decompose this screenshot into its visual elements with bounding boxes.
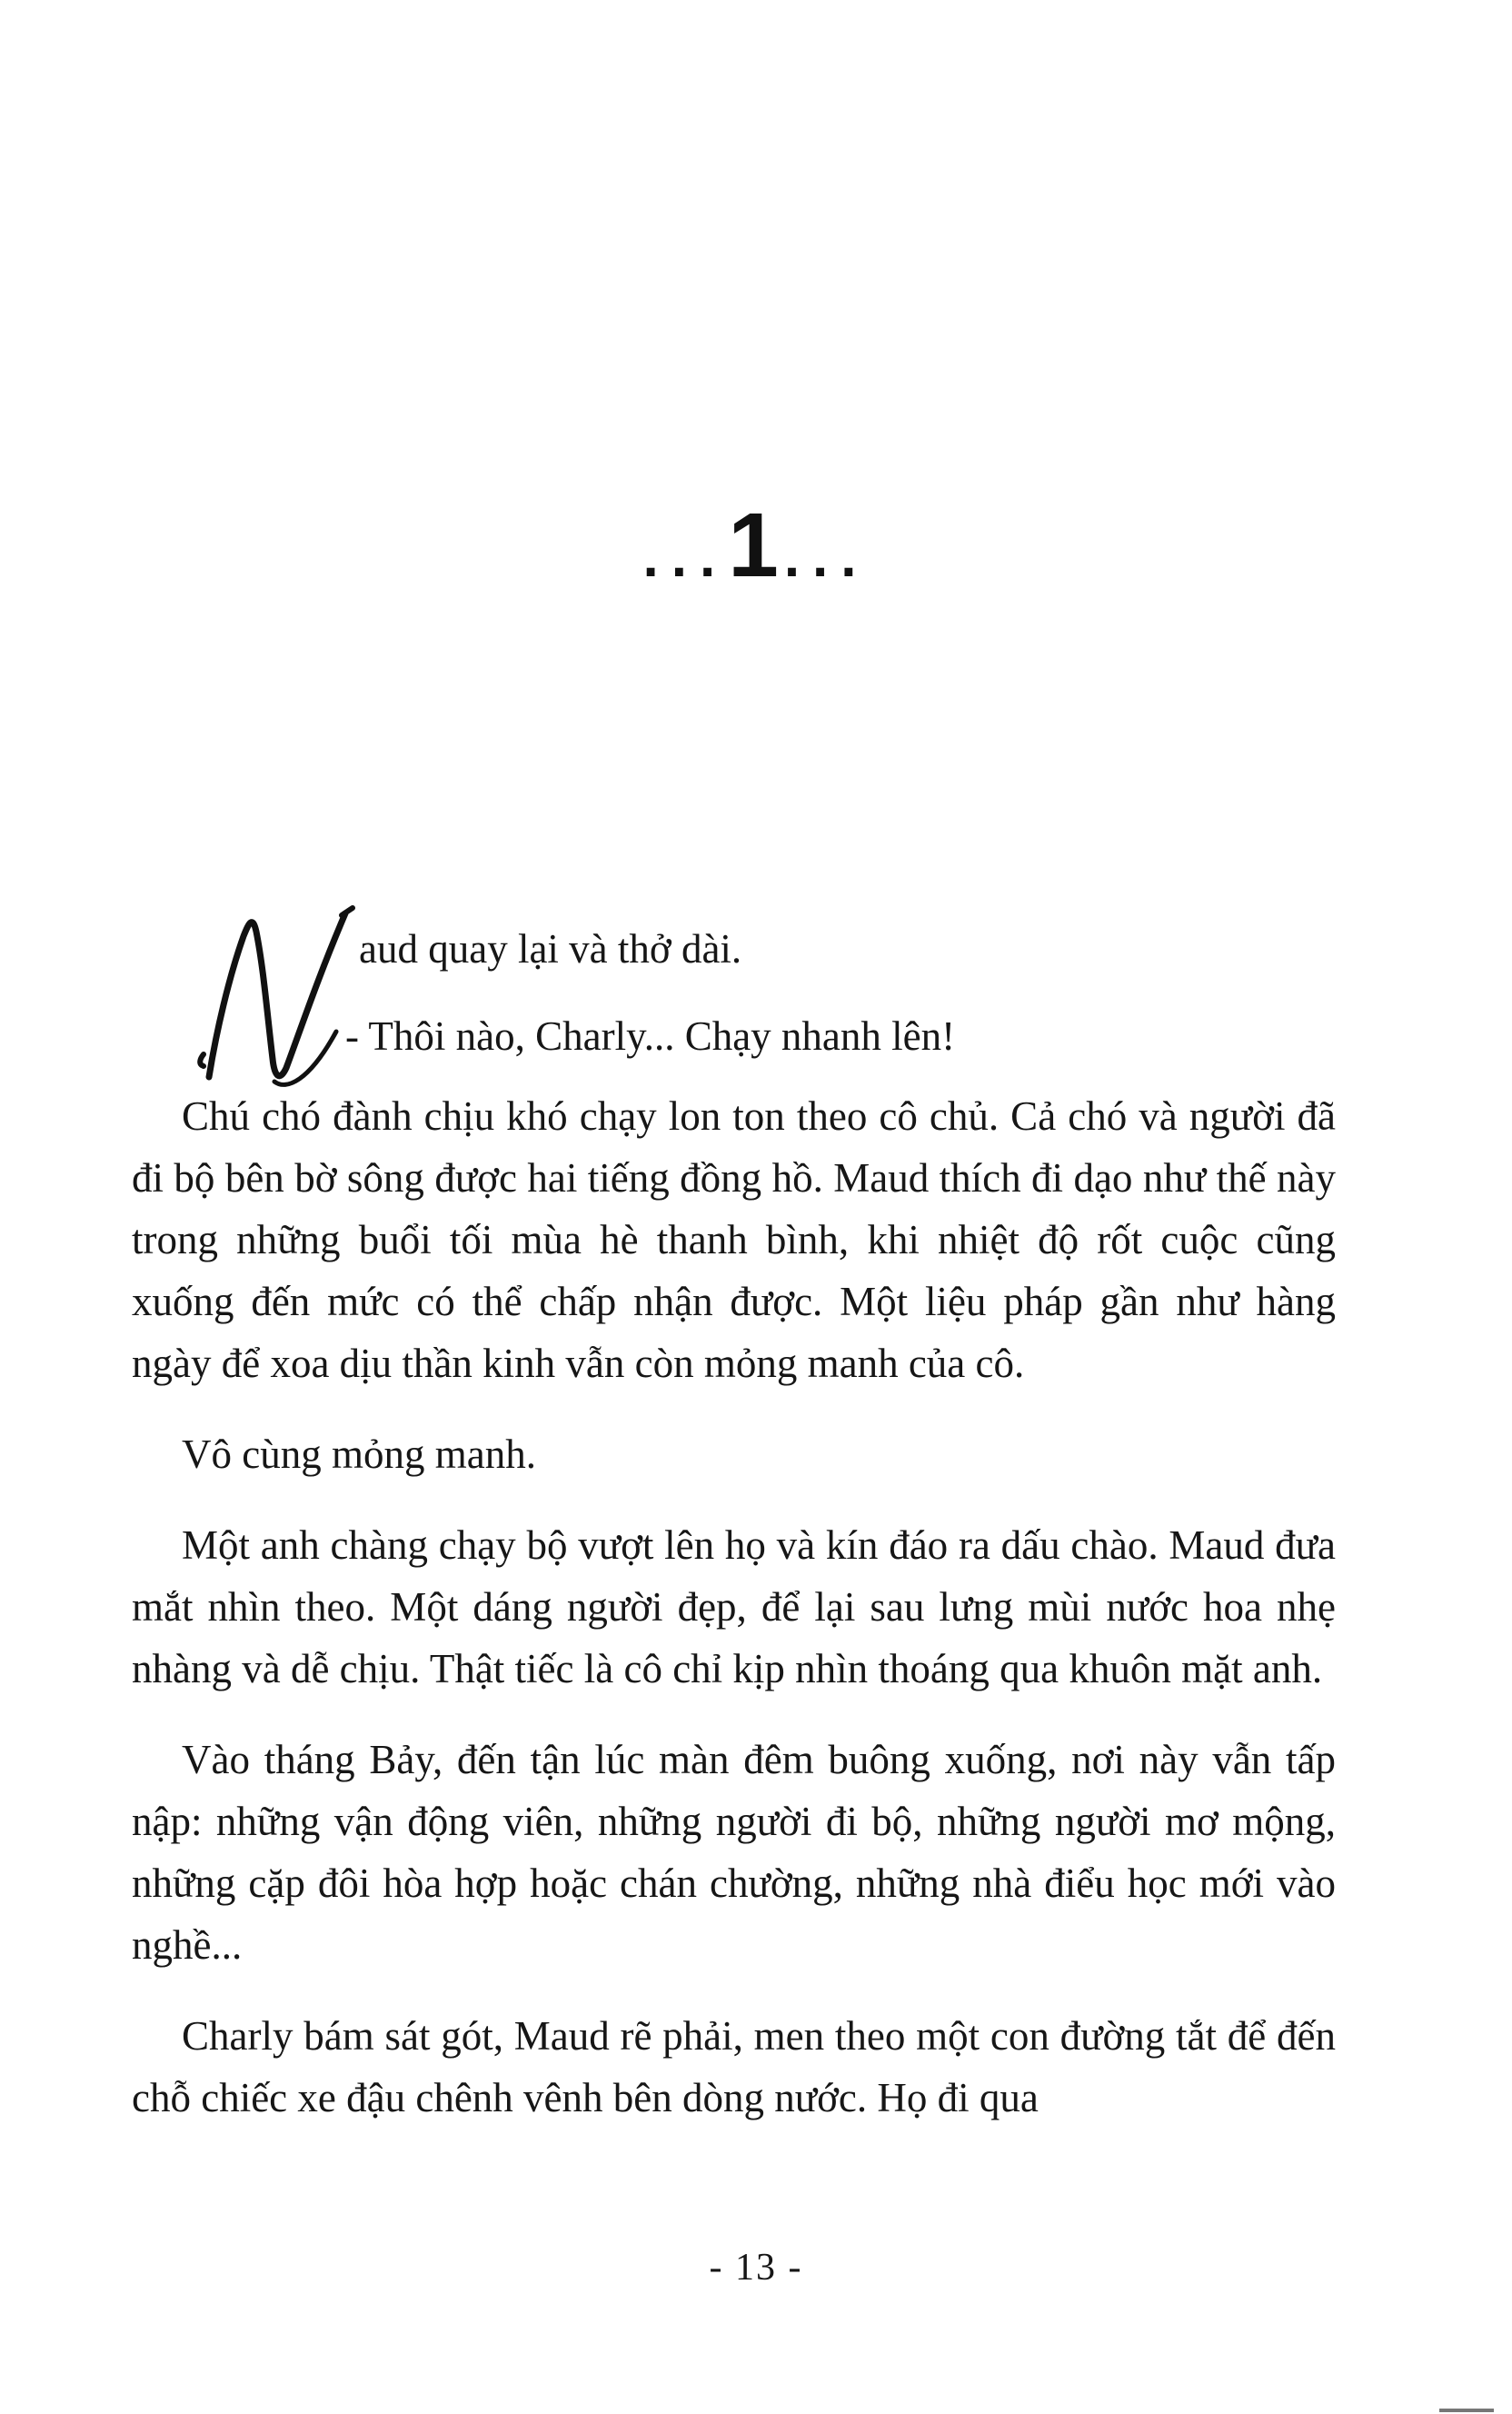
paragraph-7: Charly bám sát gót, Maud rẽ phải, men theo một con đường tắt để đến chỗ chiếc xe đậu chênh vênh bên dòng nước. Họ đi qua [132,2013,1336,2120]
page-number: - 13 - [709,2247,803,2289]
chapter-heading [0,491,1512,613]
paragraph-6: Vào tháng Bảy, đến tận lúc màn đêm buông xuống, nơi này vẫn tấp nập: những vận động viên, những người đi bộ, những người mơ mộng, những cặp đôi hòa hợp hoặc chán chường, những nhà điểu học mới vào nghề... [132,1737,1336,1968]
paragraph-5: Một anh chàng chạy bộ vượt lên họ và kín đáo ra dấu chào. Maud đưa mắt nhìn theo. Một dáng người đẹp, để lại sau lưng mùi nước hoa nhẹ nhàng và dễ chịu. Thật tiếc là cô chỉ kịp nhìn thoáng qua khuôn mặt anh. [132,1522,1336,1691]
chapter-dots-left: ... [642,526,729,589]
chapter-number: 1 [728,494,784,596]
paragraph-3: Chú chó đành chịu khó chạy lon ton theo cô chủ. Cả chó và người đã đi bộ bên bờ sông được hai tiếng đồng hồ. Maud thích đi dạo như thế này trong những buổi tối mùa hè thanh bình, khi nhiệt độ rốt cuộc cũng xuống đến mức có thể chấp nhận được. Một liệu pháp gần như hàng ngày để xoa dịu thần kinh vẫn còn mỏng manh của cô. [132,1093,1336,1386]
scan-edge-mark [1439,2409,1494,2412]
chapter-dots-right: ... [783,526,870,589]
paragraph-1: aud quay lại và thở dài. [359,926,742,972]
paragraph-2: - Thôi nào, Charly... Chạy nhanh lên! [345,1013,956,1059]
paragraph-4: Vô cùng mỏng manh. [182,1431,536,1477]
body-text [132,918,1336,2158]
